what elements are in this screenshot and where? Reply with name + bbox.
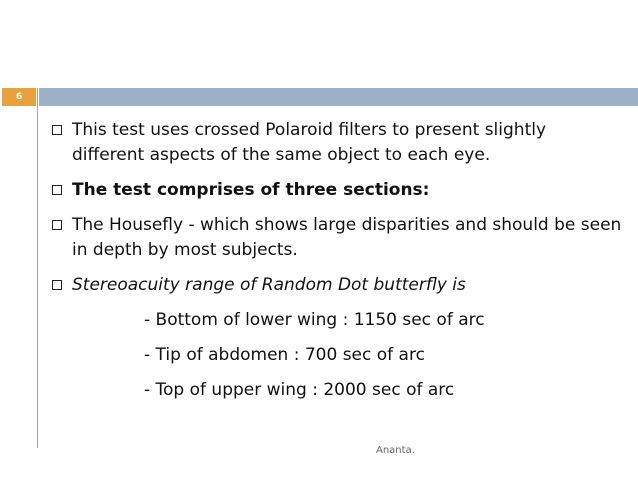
bullet-item bbox=[52, 213, 622, 263]
butterfly-range-line: - Top of upper wing : 2000 sec of arc bbox=[144, 380, 455, 400]
bullet-text: The test comprises of three sections: bbox=[72, 180, 430, 200]
slide-content bbox=[52, 118, 622, 413]
checkbox-bullet-icon bbox=[52, 125, 62, 135]
bullet-text: The Housefly - which shows large disparities and should be seen in depth by most subjects. bbox=[72, 215, 622, 260]
butterfly-range-line: - Bottom of lower wing : 1150 sec of arc bbox=[144, 310, 485, 330]
header-bar bbox=[39, 88, 638, 106]
footer-author: Ananta. bbox=[376, 445, 415, 456]
checkbox-bullet-icon bbox=[52, 280, 62, 290]
bullet-text: This test uses crossed Polaroid filters to present slightly different aspects of the same object to each eye. bbox=[72, 120, 547, 165]
checkbox-bullet-icon bbox=[52, 185, 62, 195]
bullet-item bbox=[52, 118, 622, 168]
checkbox-bullet-icon bbox=[52, 220, 62, 230]
left-divider bbox=[37, 88, 38, 448]
bullet-item bbox=[52, 273, 622, 298]
bullet-item bbox=[52, 178, 622, 203]
butterfly-range-line: - Tip of abdomen : 700 sec of arc bbox=[144, 345, 425, 365]
bullet-text: Stereoacuity range of Random Dot butterfly is bbox=[72, 275, 466, 295]
slide-number: 6 bbox=[2, 88, 36, 106]
